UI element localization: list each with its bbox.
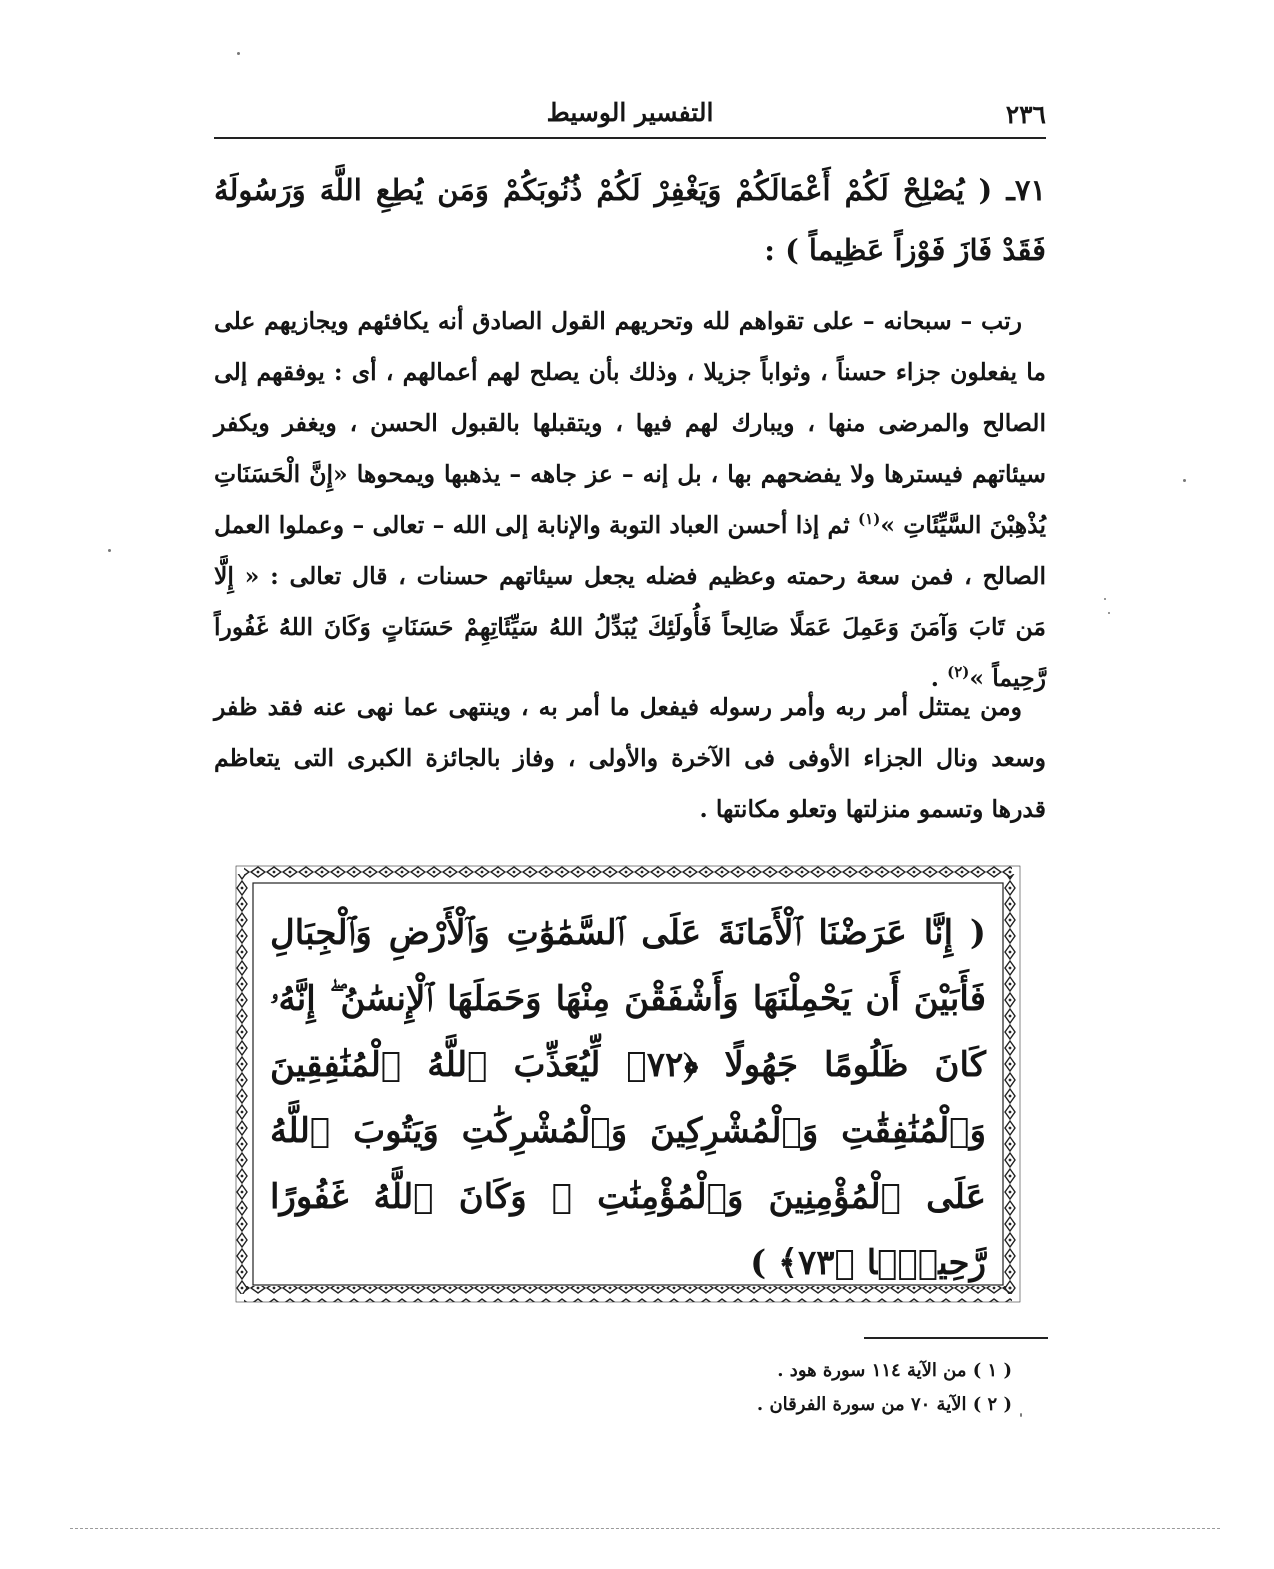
footnote-divider [864, 1337, 1048, 1339]
scan-speck [108, 549, 111, 552]
quran-verse-frame [234, 864, 1022, 1304]
commentary-paragraph: ومن يمتثل أمر ربه وأمر رسوله فيفعل ما أمر به ، وينتهى عما نهى عنه فقد ظفر وسعد ونال الجزاء الأوفى فى الآخرة والأولى ، وفاز بالجائزة الكبرى التى يتعاظم قدرها وتسمو منزلتها وتعلو مكانتها . [214, 693, 1046, 823]
paragraph-text: رتب – سبحانه – على تقواهم لله وتحريهم القول الصادق أنه يكافئهم ويجازيهم على ما يفعلون جزاء حسناً ، وثواباً جزيلا ، وذلك بأن يصلح لهم أعمالهم ، أى : يوفقهم إلى الصالح والمرضى منها ، ويبارك لهم فيها ، ويتقبلها بالقبول الحسن ، ويغفر ويكفر سيئاتهم فيسترها ولا يفضحهم بها ، بل إنه – عز جاهه – يذهبها ويمحوها «إِنَّ الْحَسَنَاتِ يُذْهِبْنَ السَّيِّئَاتِ » [214, 307, 1046, 539]
running-title: التفسير الوسيط [546, 98, 714, 127]
footnote-1: ( ١ ) من الآية ١١٤ سورة هود . [777, 1360, 1012, 1381]
scan-speck [1183, 479, 1186, 482]
page-number: ٢٣٦ [1005, 100, 1046, 129]
commentary-paragraph [214, 296, 1046, 704]
quran-verse-text: ( إِنَّا عَرَضْنَا ٱلْأَمَانَةَ عَلَى ٱلسَّمَٰوَٰتِ وَٱلْأَرْضِ وَٱلْجِبَالِ فَأَبَيْنَ أَن يَحْمِلْنَهَا وَأَشْفَقْنَ مِنْهَا وَحَمَلَهَا ٱلْإِنسَٰنُ ۖ إِنَّهُۥ كَانَ ظَلُومًا جَهُولًا ﴿٧٢﴾ لِّيُعَذِّبَ ٱللَّهُ ٱلْمُنَٰفِقِينَ وَٱلْمُنَٰفِقَٰتِ وَٱلْمُشْرِكِينَ وَٱلْمُشْرِكَٰتِ وَيَتُوبَ ٱللَّهُ عَلَى ٱلْمُؤْمِنِينَ وَٱلْمُؤْمِنَٰتِ ۗ وَكَانَ ٱللَّهُ غَفُورًا رَّحِيمًۢا ﴿٧٣﴾ ) [270, 913, 986, 1283]
footnote-2: ( ٢ ) الآية ٧٠ من سورة الفرقان . [756, 1394, 1012, 1415]
scan-speck [1104, 598, 1106, 600]
scan-speck [1108, 612, 1110, 614]
header-divider [214, 137, 1046, 139]
verse-heading: ٧١ـ ( يُصْلِحْ لَكُمْ أَعْمَالَكُمْ وَيَغْفِرْ لَكُمْ ذُنُوبَكُمْ وَمَن يُطِعِ اللَّهَ وَرَسُولَهُ فَقَدْ فَازَ فَوْزاً عَظِيماً ) : [214, 173, 1046, 267]
footnotes [620, 1354, 1012, 1422]
footnote-ref[interactable]: (٢) [947, 663, 970, 682]
paragraph-end: . [930, 664, 948, 692]
scan-speck [237, 52, 240, 55]
footnote-ref[interactable]: (١) [858, 510, 881, 529]
page-header [214, 96, 1046, 134]
paragraph-text-continued: ثم إذا أحسن العباد التوبة والإنابة إلى الله – تعالى – وعملوا العمل الصالح ، فمن سعة رحمته وعظيم فضله يجعل سيئاتهم حسنات ، قال تعالى : « إِلَّا مَن تَابَ وَآمَنَ وَعَمِلَ عَمَلًا صَالِحاً فَأُولَئِكَ يُبَدِّلُ اللهُ سَيِّئَاتِهِمْ حَسَنَاتٍ وَكَانَ اللهُ غَفُوراً رَّحِيماً » [214, 511, 1046, 692]
scan-speck [1020, 1413, 1022, 1417]
scan-edge-line [70, 1528, 1220, 1529]
